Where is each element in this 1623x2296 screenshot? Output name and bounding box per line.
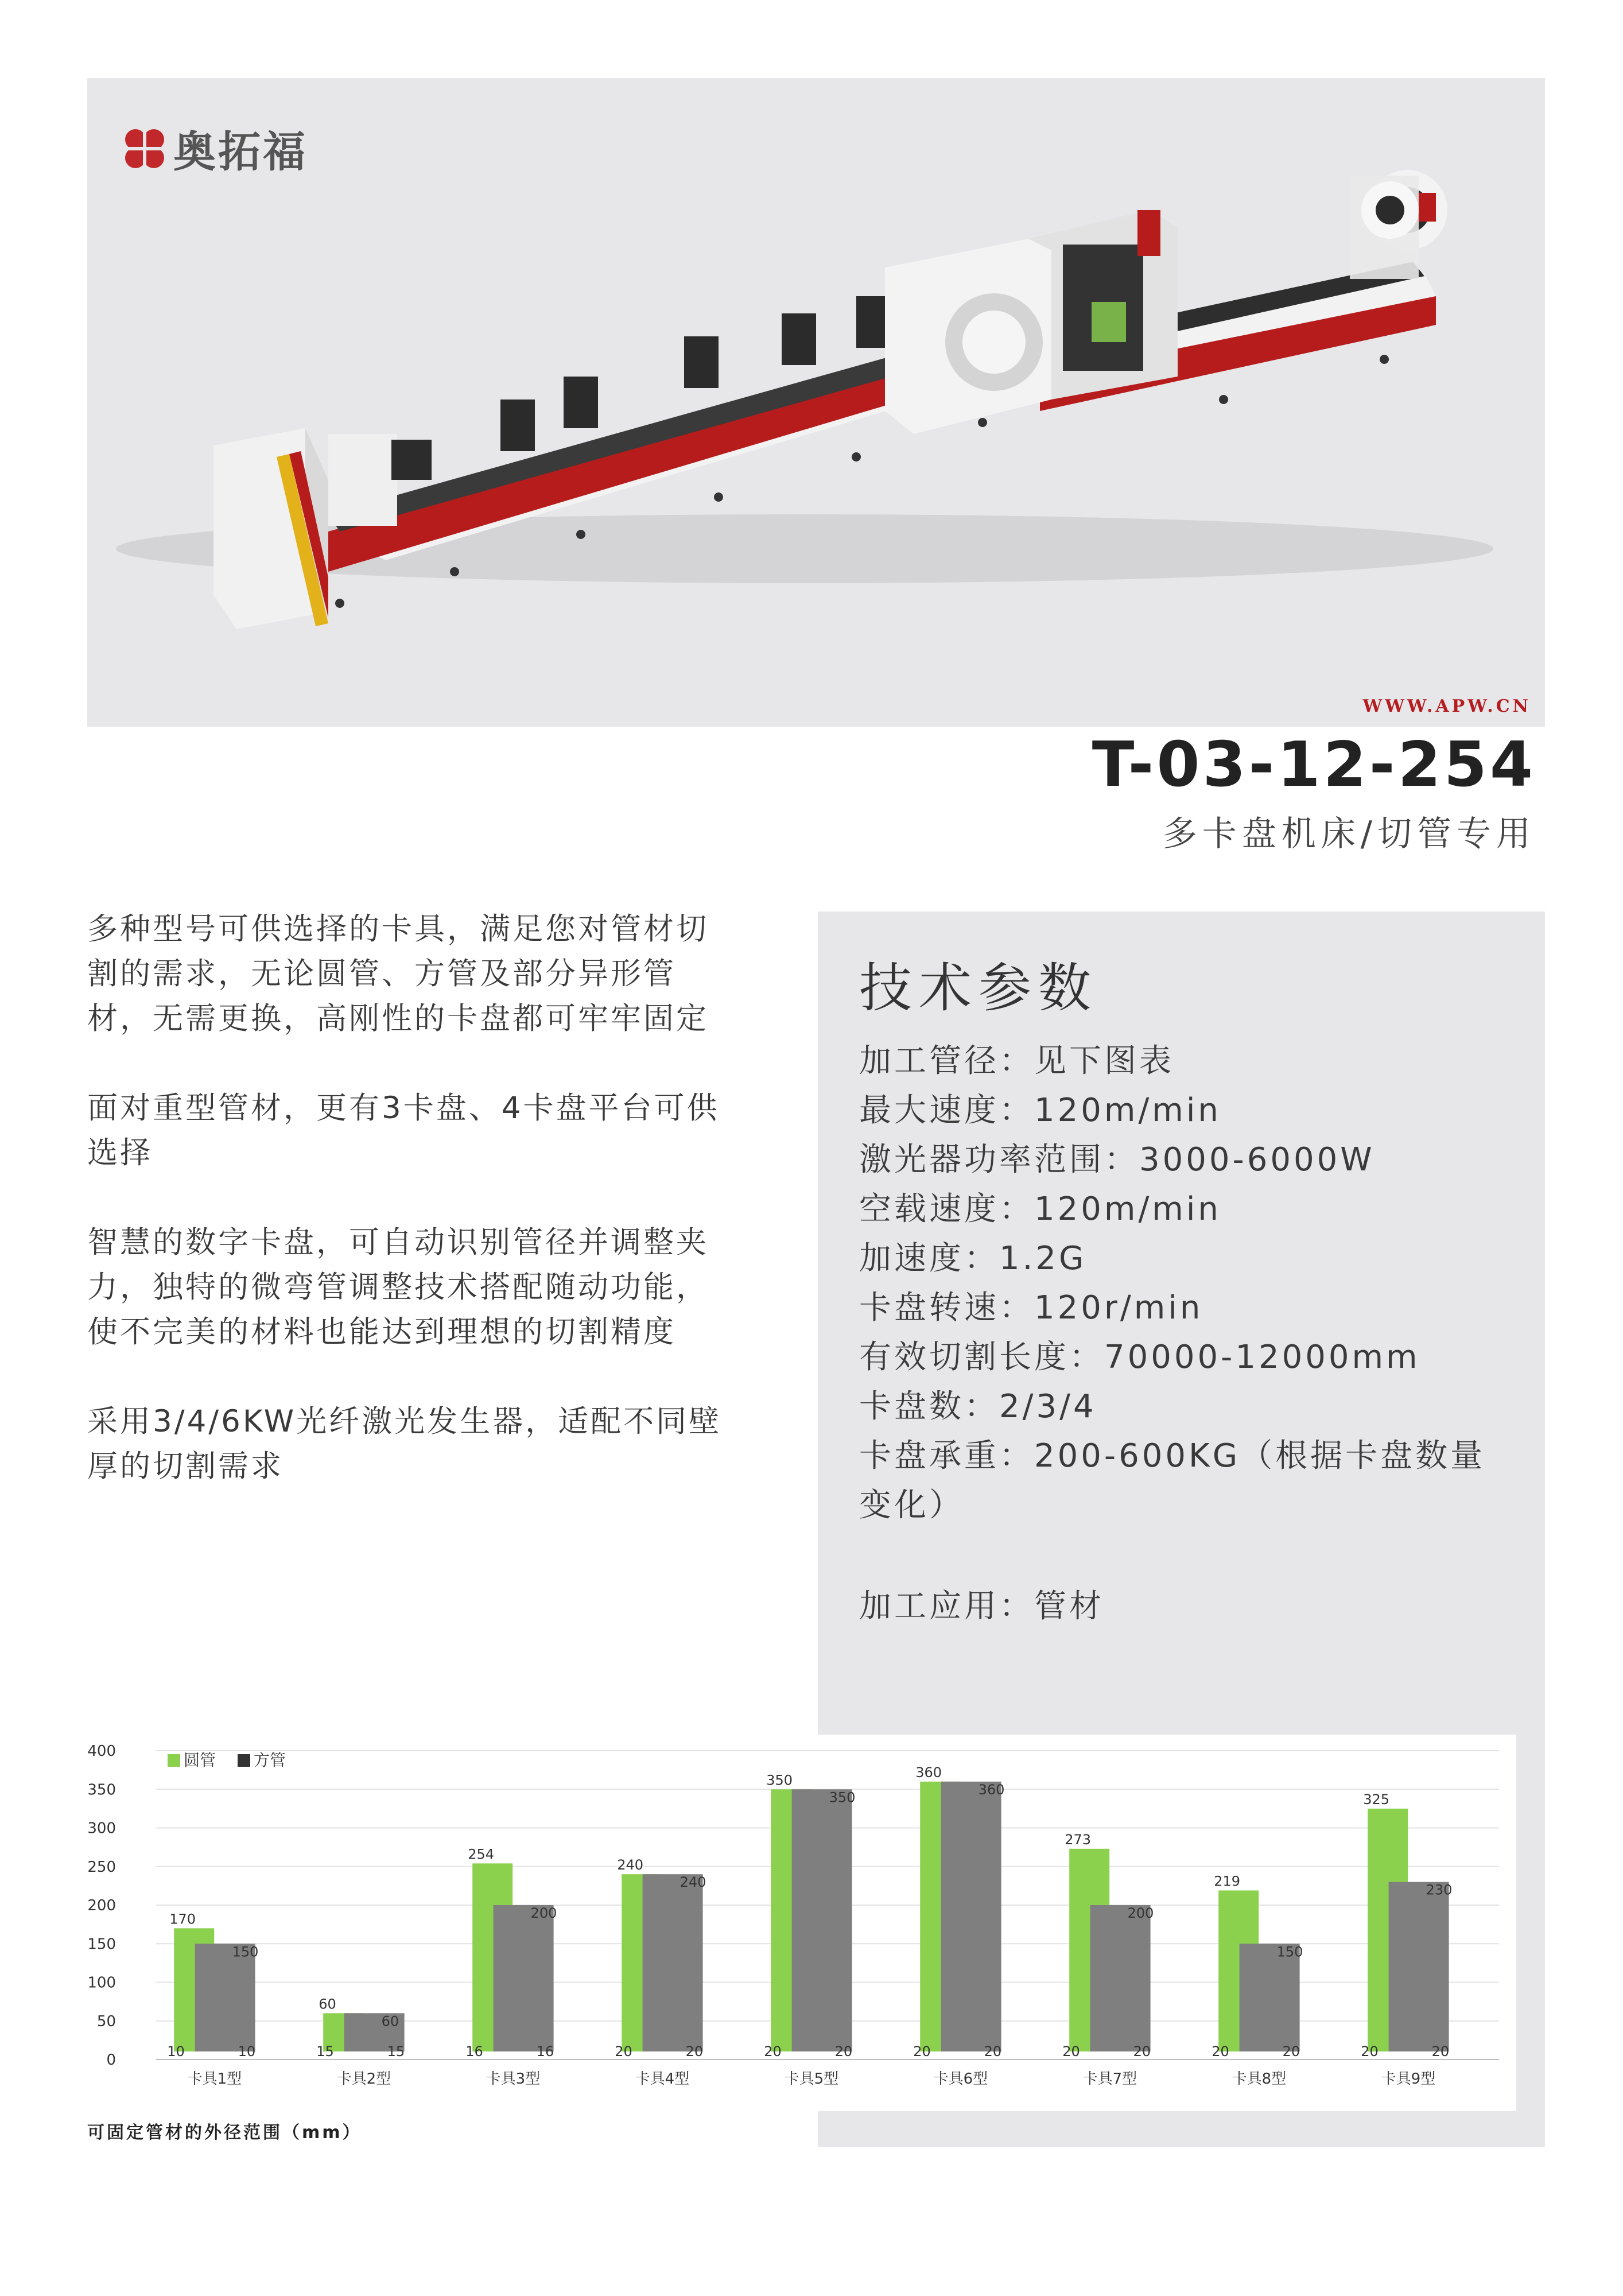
chart-caption: 可固定管材的外径范围（mm） [87, 2123, 362, 2143]
data-label-round-min: 20 [1062, 2043, 1080, 2060]
data-label-round-max: 360 [915, 1764, 942, 1781]
data-label-round-max: 219 [1214, 1873, 1241, 1890]
feature-paragraph: 面对重型管材，更有3卡盘、4卡盘平台可供选择 [87, 1091, 720, 1170]
x-category-label: 卡具3型 [486, 2070, 541, 2088]
spec-item: 有效切割长度：70000-12000mm [859, 1339, 1420, 1376]
clover-logo-icon [122, 126, 168, 172]
x-category-label: 卡具2型 [336, 2070, 391, 2088]
bar-square-tube [643, 1874, 703, 2051]
data-label-square-max: 200 [530, 1905, 557, 1921]
feature-list [87, 907, 730, 1534]
data-label-square-min: 20 [984, 2043, 1002, 2060]
data-label-round-min: 20 [764, 2043, 782, 2060]
data-label-round-max: 240 [617, 1857, 644, 1874]
spec-item: 卡盘承重：200-600KG（根据卡盘数量变化） [859, 1437, 1486, 1524]
x-category-label: 卡具5型 [784, 2070, 839, 2088]
product-model-code: T-03-12-254 [1092, 729, 1536, 801]
data-label-square-max: 150 [232, 1944, 259, 1960]
data-label-square-max: 150 [1276, 1944, 1303, 1960]
x-category-label: 卡具7型 [1082, 2070, 1137, 2088]
spec-item: 空载速度：120m/min [859, 1190, 1221, 1228]
data-label-round-max: 273 [1065, 1831, 1092, 1848]
x-category-label: 卡具8型 [1232, 2070, 1287, 2088]
x-category-label: 卡具1型 [187, 2070, 242, 2088]
bar-square-tube [1389, 1882, 1449, 2051]
data-label-square-min: 20 [1282, 2043, 1300, 2060]
data-label-square-max: 350 [829, 1789, 856, 1806]
y-tick-label: 250 [87, 1858, 116, 1876]
x-category-label: 卡具9型 [1381, 2070, 1436, 2088]
bar-square-tube [1090, 1905, 1151, 2051]
feature-paragraph: 采用3/4/6KW光纤激光发生器，适配不同壁厚的切割需求 [87, 1404, 722, 1484]
data-label-round-min: 10 [167, 2043, 185, 2060]
data-label-round-max: 350 [766, 1772, 793, 1789]
data-label-square-min: 20 [1133, 2043, 1151, 2060]
bar-square-tube [941, 1782, 1001, 2051]
data-label-round-min: 20 [913, 2043, 931, 2060]
y-tick-label: 100 [87, 1974, 116, 1992]
hero-image [87, 78, 1545, 727]
website-url: WWW.APW.CN [1362, 696, 1531, 716]
y-tick-label: 350 [87, 1781, 116, 1799]
legend-swatch-round [168, 1754, 180, 1767]
data-label-square-max: 60 [381, 2013, 399, 2030]
feature-paragraph: 智慧的数字卡盘，可自动识别管径并调整夹力，独特的微弯管调整技术搭配随动功能，使不完美的材料也能达到理想的切割精度 [87, 1225, 709, 1349]
legend-swatch-square [238, 1754, 250, 1767]
y-tick-label: 150 [87, 1936, 116, 1953]
y-tick-label: 0 [106, 2051, 116, 2069]
data-label-round-min: 15 [316, 2043, 334, 2060]
legend-label-round: 圆管 [184, 1751, 216, 1770]
y-tick-label: 200 [87, 1897, 116, 1914]
data-label-square-min: 20 [834, 2043, 853, 2060]
feature-paragraph: 多种型号可供选择的卡具，满足您对管材切割的需求，无论圆管、方管及部分异形管材，无需更换，高刚性的卡盘都可牢牢固定 [87, 912, 709, 1036]
diameter-range-chart [87, 1735, 1516, 2111]
data-label-round-max: 254 [468, 1846, 495, 1863]
brand-logo [122, 118, 308, 179]
spec-title: 技术参数 [859, 957, 1098, 1019]
data-label-square-max: 360 [978, 1781, 1005, 1798]
bar-square-tube [792, 1789, 852, 2051]
data-label-round-min: 20 [1361, 2043, 1379, 2060]
y-tick-label: 300 [87, 1820, 116, 1837]
bar-square-tube [195, 1944, 255, 2051]
product-subtitle: 多卡盘机床/切管专用 [1162, 814, 1536, 854]
data-label-round-min: 20 [1212, 2043, 1229, 2060]
spec-item: 加工管径：见下图表 [859, 1042, 1174, 1080]
y-tick-label: 50 [96, 2012, 116, 2030]
data-label-round-max: 325 [1363, 1791, 1390, 1808]
y-tick-label: 400 [87, 1743, 116, 1760]
spec-item: 卡盘数：2/3/4 [859, 1388, 1097, 1425]
data-label-round-min: 20 [615, 2043, 632, 2060]
x-category-label: 卡具4型 [635, 2070, 690, 2088]
spec-list [859, 1037, 1513, 1530]
data-label-square-min: 20 [1431, 2043, 1450, 2060]
bar-square-tube [1240, 1944, 1300, 2051]
data-label-round-min: 16 [465, 2043, 483, 2060]
chart-svg [87, 1735, 1516, 2111]
data-label-square-min: 15 [387, 2043, 405, 2060]
data-label-square-min: 20 [685, 2043, 704, 2060]
spec-item: 激光器功率范围：3000-6000W [859, 1141, 1375, 1178]
x-category-label: 卡具6型 [933, 2070, 988, 2088]
data-label-square-max: 200 [1127, 1905, 1154, 1921]
data-label-square-max: 230 [1426, 1882, 1453, 1898]
spec-item: 最大速度：120m/min [859, 1092, 1221, 1129]
data-label-round-max: 170 [169, 1911, 196, 1927]
spec-item: 卡盘转速：120r/min [859, 1289, 1203, 1327]
spec-application: 加工应用：管材 [859, 1588, 1104, 1625]
data-label-square-max: 240 [680, 1874, 706, 1891]
data-label-square-min: 16 [536, 2043, 554, 2060]
data-label-square-min: 10 [238, 2043, 256, 2060]
bar-square-tube [494, 1905, 554, 2051]
legend-label-square: 方管 [254, 1751, 286, 1770]
data-label-round-max: 60 [319, 1996, 336, 2012]
spec-item: 加速度：1.2G [859, 1240, 1087, 1277]
brand-name: 奥拓福 [173, 127, 308, 177]
